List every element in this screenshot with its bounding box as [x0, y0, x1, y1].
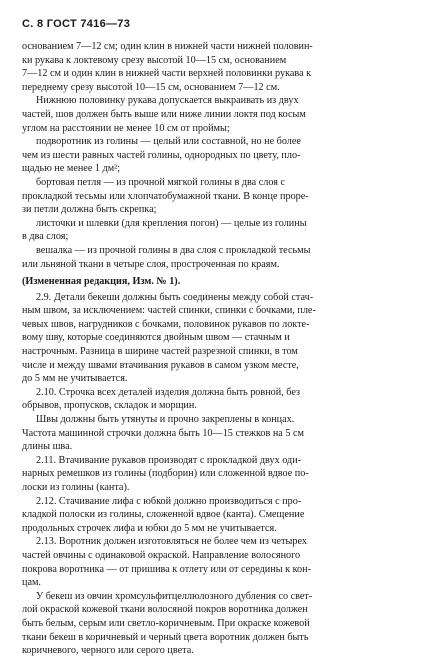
- text-line: зи петли должна быть скрепка;: [22, 204, 157, 216]
- text-line: углом на расстоянии не менее 10 см от проймы;: [22, 122, 230, 134]
- text-line: настрочным. Разница в ширине частей разрезной спинки, в том: [22, 346, 298, 358]
- text-line: 2.10. Строчка всех деталей изделия должна быть ровной, без: [36, 386, 301, 398]
- text-line: переднему срезу высотой 10—15 см, основанием 7—12 см.: [22, 81, 280, 93]
- text-line: вешалка — из прочной голины в два слоя с прокладкой тесьмы: [36, 244, 311, 256]
- text-line: 2.11. Втачивание рукавов производят с прокладкой двух оди-: [36, 454, 302, 466]
- text-line: чевых швов, нагрудников с бочками, половинок рукавов по локте-: [22, 318, 310, 330]
- text-line: 2.12. Стачивание лифа с юбкой должно производиться с про-: [36, 495, 302, 507]
- text-line: ки рукава к локтевому срезу высотой 10—15 см, основанием: [22, 54, 287, 66]
- text-line: частей овчины с одинаковой окраской. Направление волосяного: [22, 549, 301, 561]
- text-line: быть белым, серым или светло-коричневым. При окраске кожевой: [22, 617, 310, 629]
- text-line: кладкой полоски из голины, сложенной вдвое (канта). Смещение: [22, 509, 305, 521]
- text-line: вому шву, которые соединяются двойным швом — стачным и: [22, 332, 290, 344]
- text-line: длины шва.: [22, 441, 73, 453]
- text-line: бортовая петля — из прочной мягкой голины в два слоя с: [36, 176, 286, 188]
- text-line: ным швом, за исключением: частей спинки, спинки с бочками, пле-: [22, 305, 316, 317]
- text-line: лоски из голины (канта).: [22, 482, 130, 493]
- text-line: прокладкой тесьмы или хлопчатобумажной ткани. В конце проре-: [22, 190, 309, 202]
- text-line: У бекеш из овчин хромсульфитцеллюлозного дубления со свет-: [36, 590, 313, 602]
- text-line: числе и между швами втачивания рукавов в самом узком месте,: [22, 359, 299, 371]
- text-line: нарных ремешков из голины (подборин) или сложенной вдвое по-: [22, 468, 309, 480]
- text-line: Частота машинной строчки должна быть 10—15 стежков на 5 см: [22, 427, 304, 439]
- text-line: щадью не менее 1 дм²;: [22, 163, 121, 175]
- text-line: покрова воротника — от пришива к отлету или от середины к кон-: [22, 563, 311, 575]
- text-line: 7—12 см и один клин в нижней части верхней половинки рукава к: [22, 68, 312, 80]
- text-line: цам.: [22, 577, 41, 589]
- text-line: продольных строчек лифа и юбки до 5 мм не учитывается.: [22, 522, 277, 534]
- text-line: в два слоя;: [22, 231, 69, 243]
- text-line: Нижнюю половинку рукава допускается выкраивать из двух: [36, 95, 299, 107]
- text-line: частей, шов должен быть выше или ниже линии локтя под косым: [22, 108, 306, 120]
- text-line: листочки и шлевки (для крепления погон) — целые из голины: [36, 217, 307, 229]
- text-line: или льняной ткани в четыре слоя, простроченная по краям.: [22, 258, 280, 270]
- text-line: 2.9. Детали бекеши должны быть соединены между собой стач-: [36, 291, 314, 303]
- text-line: коричневого, черного или серого цвета.: [22, 645, 194, 657]
- text-line: Швы должны быть утянуты и прочно закреплены в концах.: [36, 414, 295, 426]
- text-line: основанием 7—12 см; один клин в нижней части нижней половин-: [22, 41, 313, 52]
- page-header: С. 8 ГОСТ 7416—73: [22, 18, 131, 30]
- text-line: лой окраской кожевой ткани волосяной покров воротника должен: [22, 604, 308, 616]
- text-line: чем из шести равных частей голины, однородных по цвету, пло-: [22, 149, 301, 161]
- text-line: подворотник из голины — целый или составной, но не более: [36, 136, 301, 148]
- text-line: до 5 мм не учитывается.: [22, 373, 128, 385]
- text-line: (Измененная редакция, Изм. № 1).: [22, 276, 181, 288]
- body-text: [22, 40, 405, 658]
- text-line: 2.13. Воротник должен изготовляться не более чем из четырех: [36, 536, 307, 548]
- text-line: ткани бекеш в коричневый и черный цвета воротник должен быть: [22, 631, 309, 643]
- text-line: обрывов, пропусков, складок и морщин.: [22, 400, 197, 412]
